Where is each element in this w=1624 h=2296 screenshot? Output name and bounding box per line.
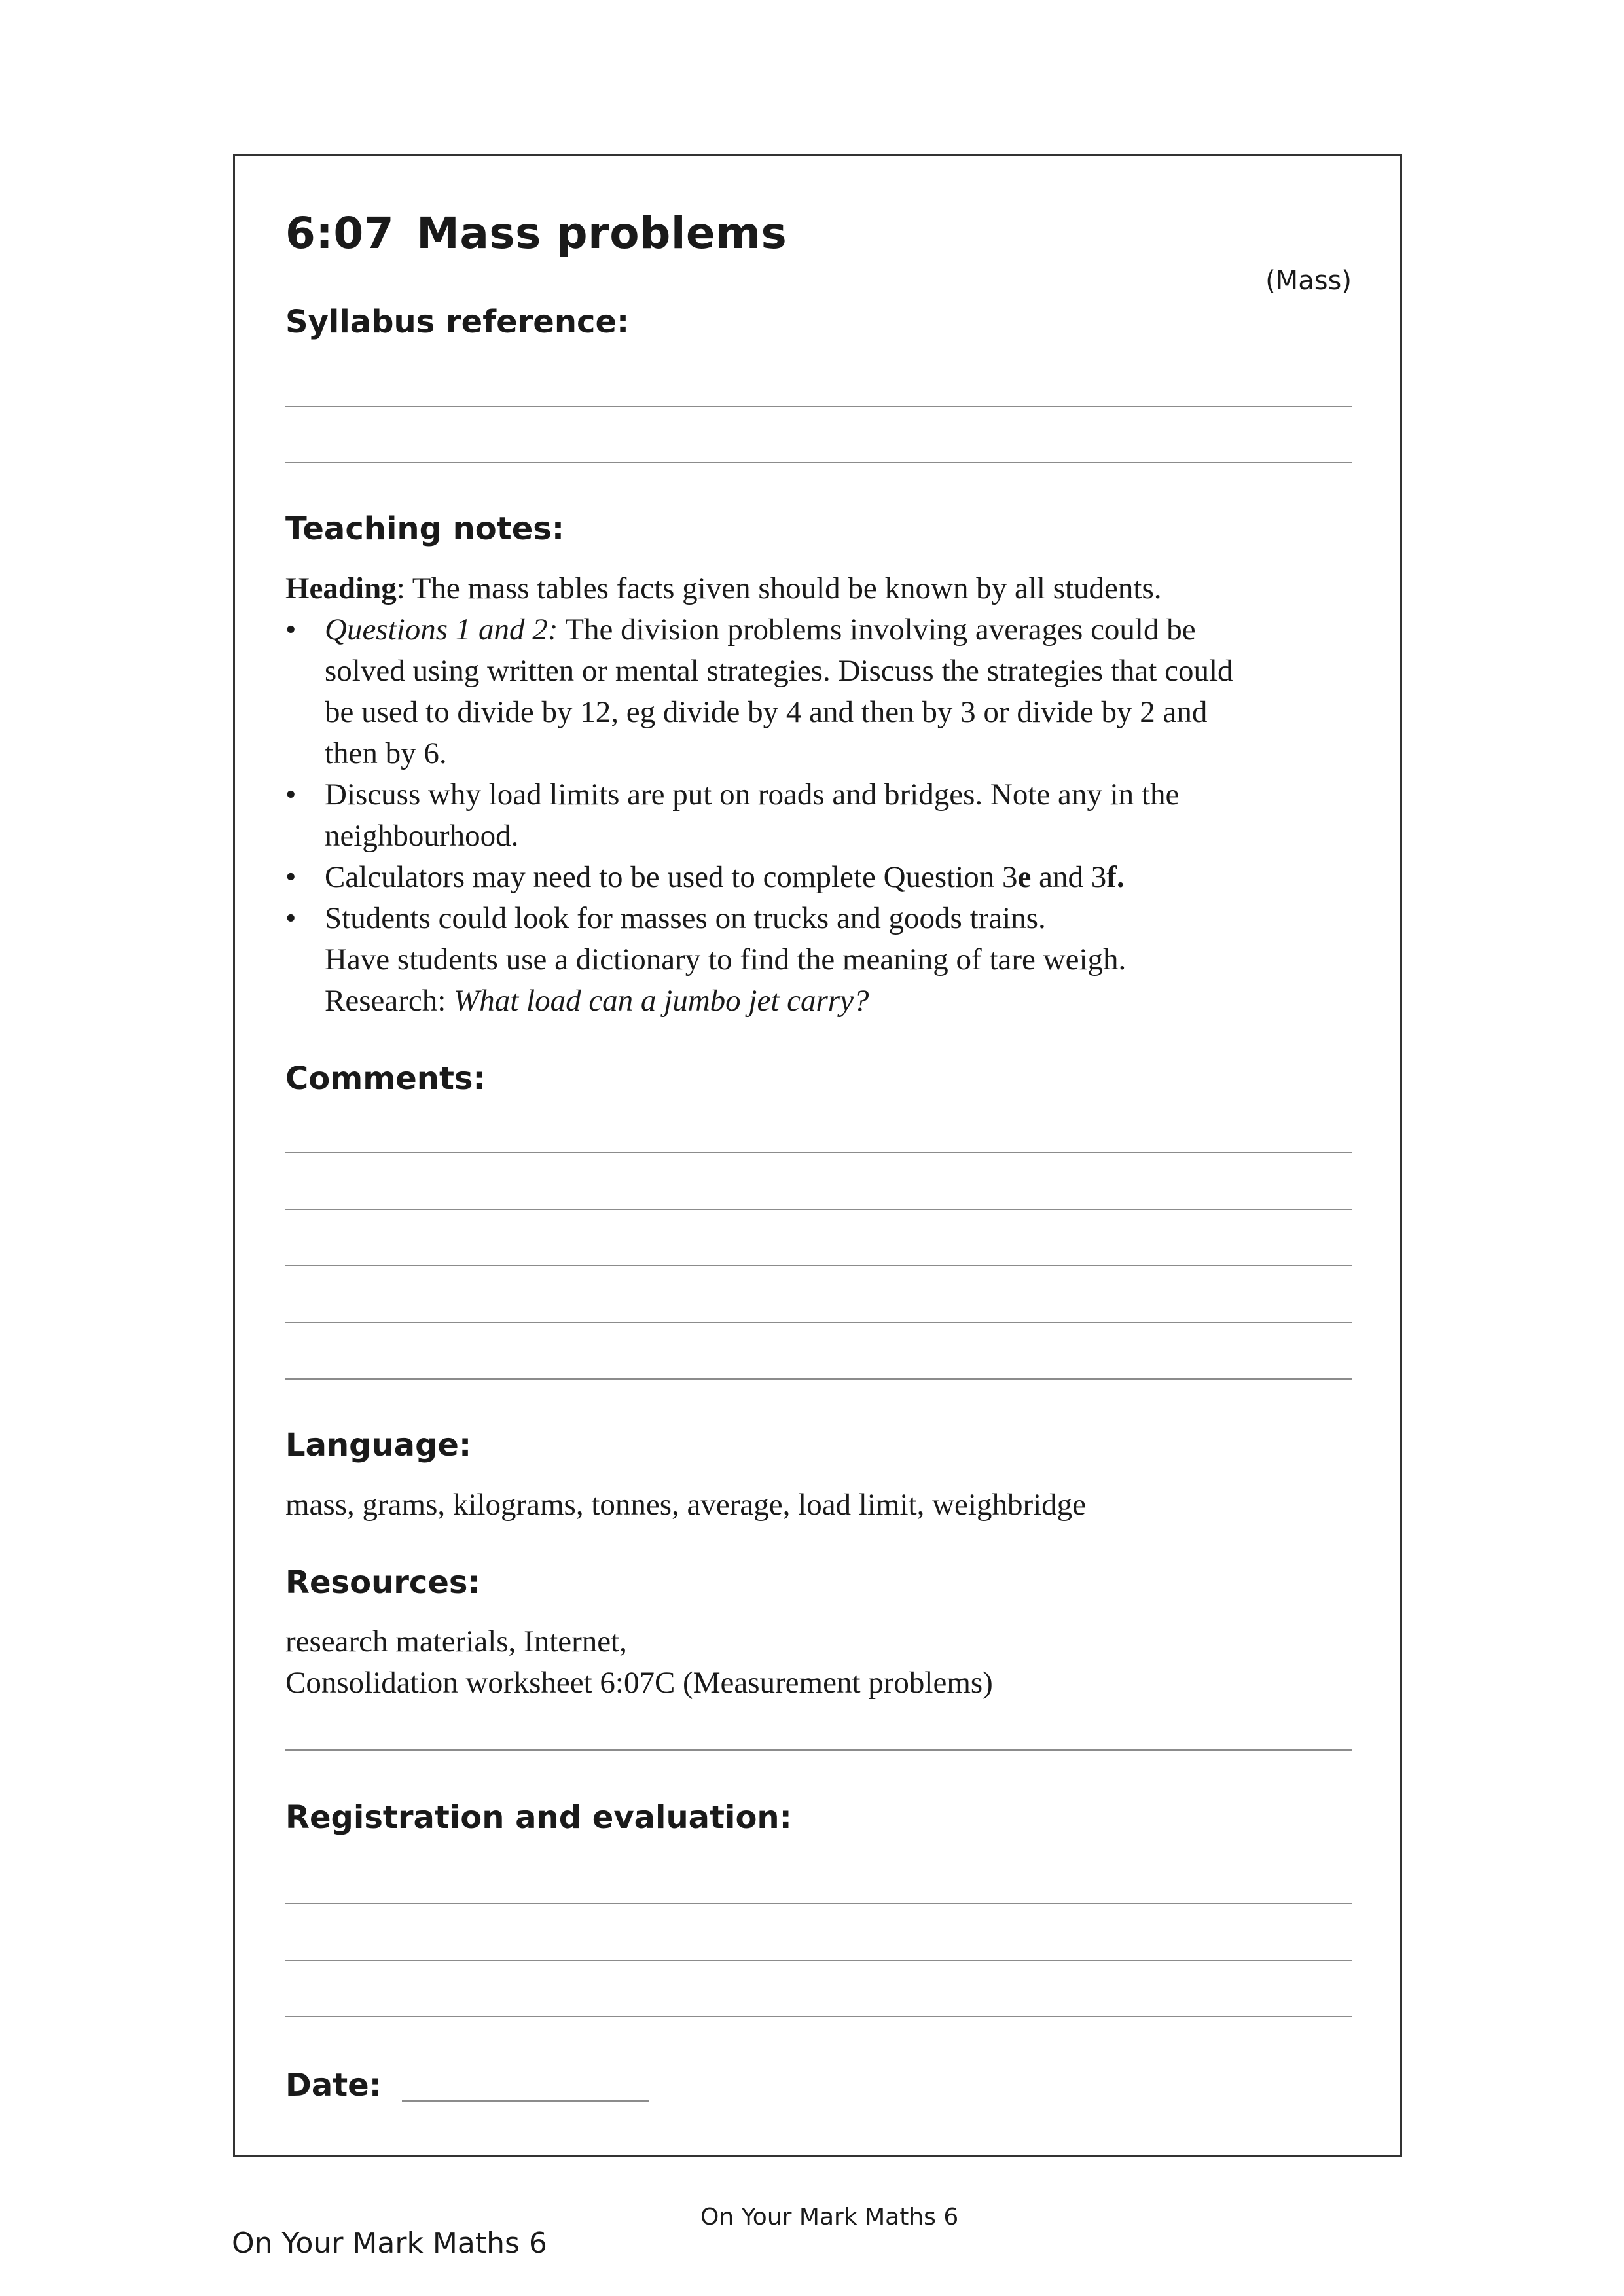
- comments-writing-line: [285, 1265, 1352, 1266]
- list-item: • Questions 1 and 2: The division problems involving averages could be solved using written or mental strategies. Discuss the strategies that could be used to divide by 12, eg divide by 4 and then by 3 or divide by 2 and then by 6.: [285, 609, 1352, 774]
- list-item: • Discuss why load limits are put on roads and bridges. Note any in the neighbourhood.: [285, 774, 1352, 857]
- comments-writing-line: [285, 1378, 1352, 1380]
- comments-writing-line: [285, 1209, 1352, 1210]
- resources-heading: Resources:: [285, 1564, 480, 1601]
- language-heading: Language:: [285, 1427, 472, 1463]
- notes-list: [285, 609, 1352, 1022]
- footer-book-title: On Your Mark Maths 6: [700, 2204, 959, 2231]
- section-number: 6:07: [285, 208, 395, 259]
- teaching-notes-heading: Teaching notes:: [285, 511, 565, 547]
- bullet-icon: •: [285, 860, 297, 894]
- comments-writing-line: [285, 1152, 1352, 1153]
- bullet-icon: •: [285, 901, 297, 935]
- resources-text: research materials, Internet, Consolidation worksheet 6:07C (Measurement problems): [285, 1624, 993, 1700]
- section-title: Mass problems: [416, 208, 787, 259]
- strand-label: (Mass): [1265, 266, 1352, 296]
- list-item: • Students could look for masses on trucks and goods trains. Have students use a dictionary to find the meaning of tare weigh. Research: What load can a jumbo jet carry?: [285, 898, 1352, 1022]
- bullet-icon: •: [285, 613, 297, 647]
- teaching-notes-body: [285, 568, 1352, 1022]
- page-title: [285, 208, 787, 259]
- notes-intro: Heading: The mass tables facts given should be known by all students.: [285, 571, 1162, 605]
- registration-writing-line: [285, 1903, 1352, 1904]
- list-item: • Calculators may need to be used to complete Question 3e and 3f.: [285, 857, 1352, 898]
- page-frame: [233, 154, 1402, 2157]
- registration-writing-line: [285, 1960, 1352, 1961]
- date-label: Date:: [285, 2067, 382, 2104]
- bullet-icon: •: [285, 778, 297, 812]
- language-text: mass, grams, kilograms, tonnes, average, load limit, weighbridge: [285, 1488, 1087, 1522]
- syllabus-writing-line: [285, 406, 1352, 407]
- comments-writing-line: [285, 1322, 1352, 1323]
- registration-heading: Registration and evaluation:: [285, 1799, 792, 1836]
- resources-writing-line: [285, 1749, 1352, 1751]
- comments-heading: Comments:: [285, 1060, 486, 1097]
- syllabus-reference-heading: Syllabus reference:: [285, 304, 630, 340]
- footer-series-title: On Your Mark Maths 6: [232, 2227, 547, 2260]
- registration-writing-line: [285, 2016, 1352, 2017]
- syllabus-writing-line: [285, 462, 1352, 463]
- date-writing-line: [402, 2100, 649, 2102]
